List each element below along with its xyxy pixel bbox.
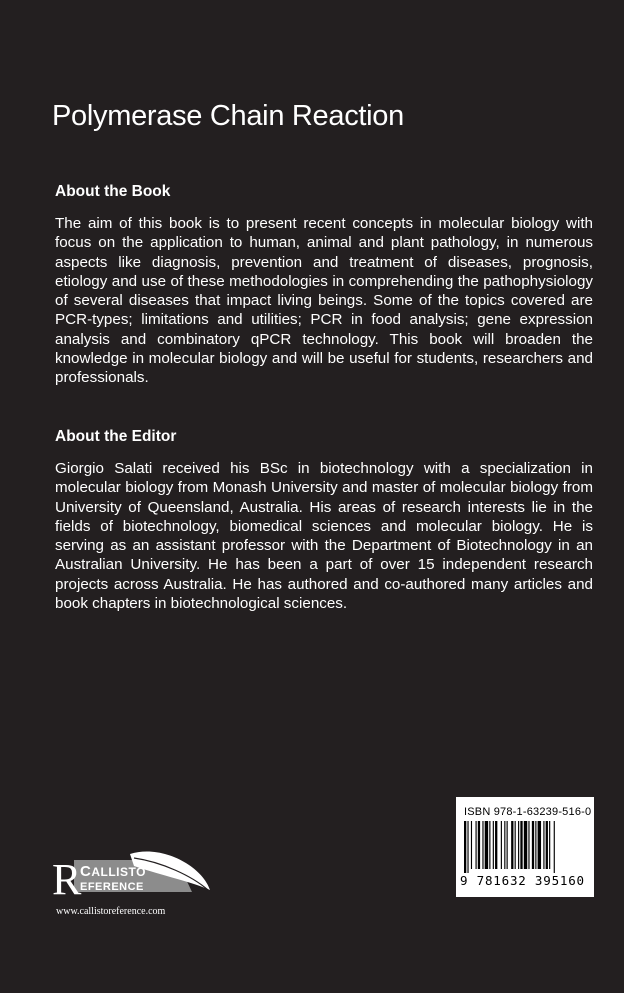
- callisto-reference-logo: [52, 846, 212, 906]
- isbn-digits: 9 781632 395160: [460, 873, 585, 888]
- book-title: Polymerase Chain Reaction: [52, 100, 404, 132]
- svg-text:R: R: [52, 855, 82, 904]
- about-editor-text: Giorgio Salati received his BSc in biotechnology with a specialization in molecular biology from Monash University and master of molecular biology from University of Queensland, Australia. His areas of research interests lie in the fields of biotechnology, biomedical sciences and molecular biology. He is serving as an assistant professor with the Department of Biotechnology in an Australian University. He has been a part of over 15 independent research projects across Australia. He has authored and co-authored many articles and book chapters in biotechnological sciences.: [55, 460, 593, 613]
- svg-text:CALLISTO: CALLISTO: [80, 863, 146, 880]
- svg-text:EFERENCE: EFERENCE: [80, 881, 144, 893]
- barcode-icon: [464, 821, 586, 873]
- about-editor-heading: About the Editor: [55, 428, 177, 445]
- about-book-heading: About the Book: [55, 183, 171, 200]
- isbn-barcode-box: [456, 797, 594, 897]
- about-book-text: The aim of this book is to present recent concepts in molecular biology with focus on the application to human, animal and plant pathology, in numerous aspects like diagnosis, prevention and treatment of diseases, prognosis, etiology and use of these methodologies in comprehending the pathophysiology of several diseases that impact living beings. Some of the topics covered are PCR-types; limitations and utilities; PCR in food analysis; gene expression analysis and combinatory qPCR technology. This book will broaden the knowledge in molecular biology and will be useful for students, researchers and professionals.: [55, 215, 593, 387]
- publisher-url: www.callistoreference.com: [56, 906, 166, 917]
- isbn-label: ISBN 978-1-63239-516-0: [464, 806, 592, 818]
